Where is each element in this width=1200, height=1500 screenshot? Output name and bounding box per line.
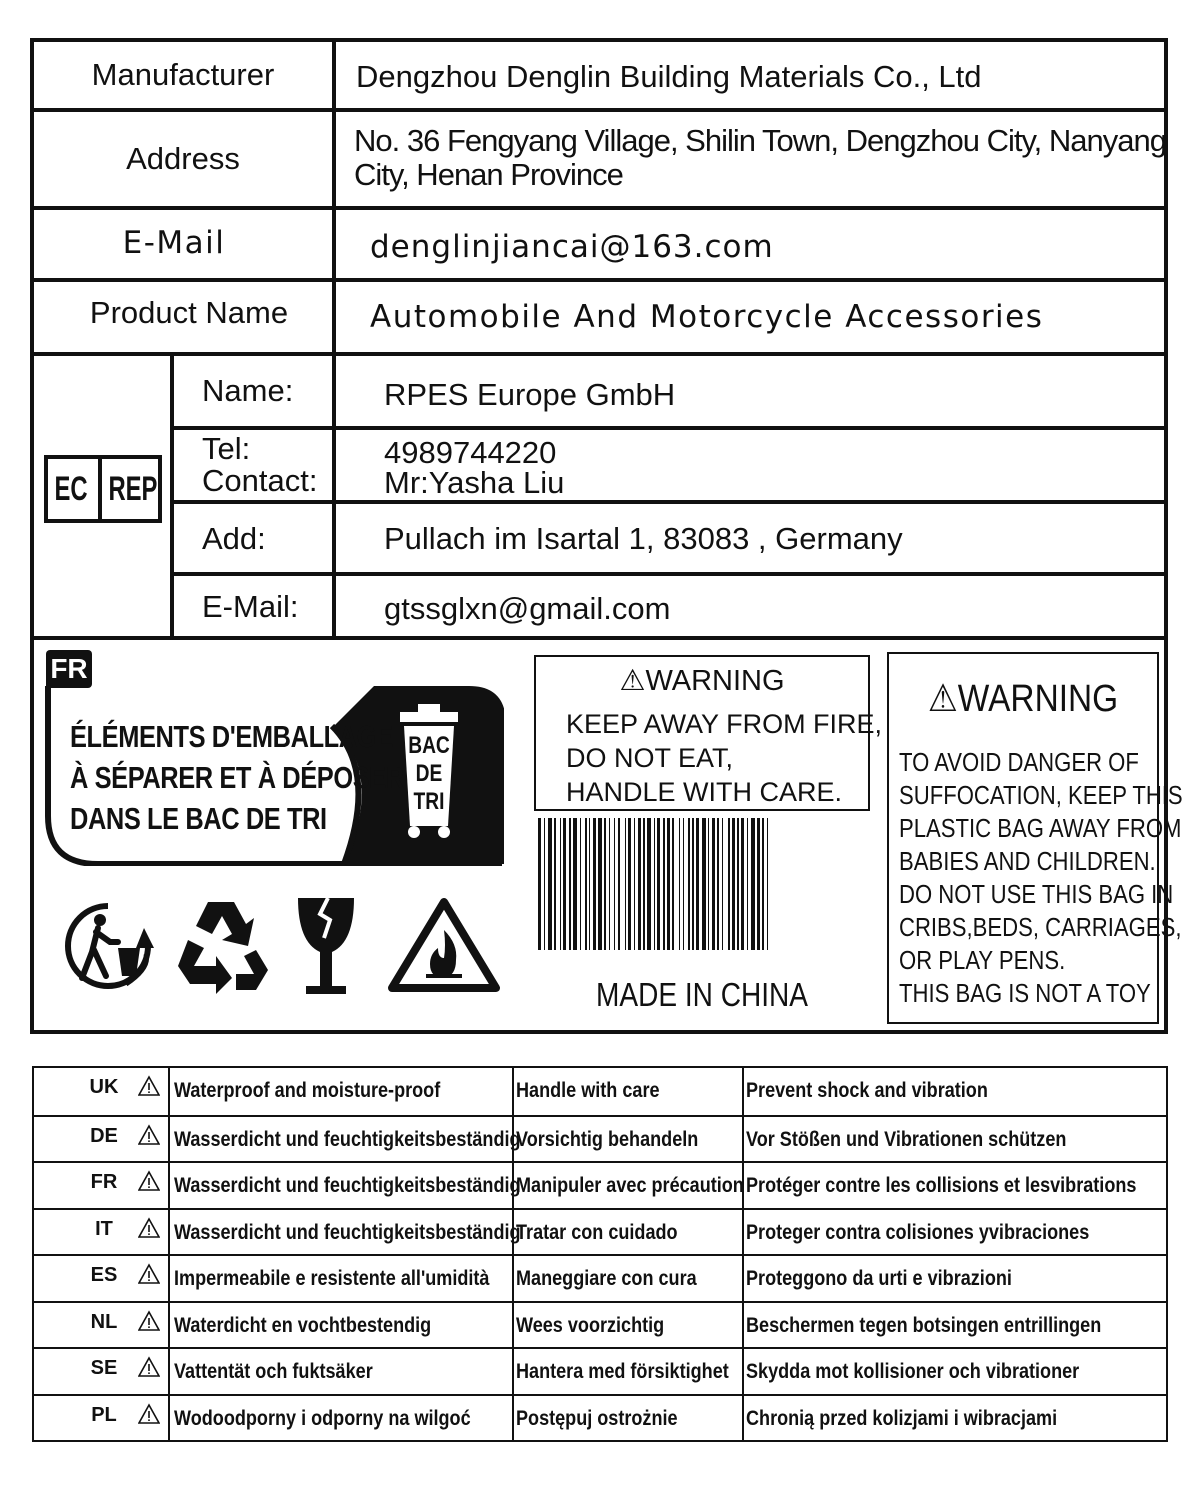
barcode (538, 818, 870, 950)
sorting-bin-icon (396, 702, 462, 842)
moisture-instruction: Waterproof and moisture-proof (174, 1079, 441, 1102)
email-value: denglinjiancai@163.com (370, 229, 774, 265)
language-code: ES (90, 1264, 118, 1286)
warning-line: DO NOT EAT, (566, 743, 734, 773)
warning-line: DO NOT USE THIS BAG IN (899, 879, 1174, 909)
address-line-2: City, Henan Province (354, 157, 623, 192)
bin-line: BAC (408, 732, 450, 759)
table-row (34, 1161, 1166, 1210)
rep-email-value: gtssglxn@gmail.com (384, 591, 671, 626)
handling-instruction: Postępuj ostrożnie (516, 1406, 678, 1430)
warning-line: KEEP AWAY FROM FIRE, (566, 709, 883, 739)
warning-line: OR PLAY PENS. (899, 945, 1066, 975)
email-label: E-Mail (122, 225, 226, 261)
vibration-instruction: Chronią przed kolizjami i wibracjami (746, 1406, 1058, 1430)
language-code: NL (90, 1310, 118, 1333)
rep-name-value: RPES Europe GmbH (384, 377, 676, 412)
moisture-instruction: Wasserdicht und feuchtigkeitsbeständig (174, 1174, 521, 1197)
divider (170, 352, 174, 636)
divider (332, 42, 336, 636)
rep-name-label: Name: (202, 373, 294, 408)
vibration-instruction: Beschermen tegen botsingen entrillingen (746, 1313, 1102, 1337)
warning-line: SUFFOCATION, KEEP THIS (899, 780, 1183, 810)
handling-instruction: Manipuler avec précaution (516, 1174, 744, 1197)
language-code: DE (90, 1124, 118, 1147)
ec-rep-mark (44, 455, 162, 523)
handling-instruction: Hantera med försiktighet (516, 1360, 729, 1383)
triman-line: ÉLÉMENTS D'EMBALLAGE (70, 719, 393, 754)
rep-tel-value: 4989744220 (384, 435, 557, 470)
handling-instruction: Tratar con cuidado (516, 1220, 678, 1244)
warning-title: ⚠WARNING (619, 665, 785, 697)
fragile-glass-icon (290, 894, 362, 998)
ec-rep-mark-ec: EC (54, 469, 88, 508)
barcode-bars (538, 818, 870, 950)
manufacturer-value: Dengzhou Denglin Building Materials Co., Ltd (356, 59, 982, 94)
bin-line: TRI (413, 788, 445, 815)
divider (34, 636, 1164, 640)
warning-triangle-icon (138, 1356, 160, 1383)
table-row (34, 1301, 1166, 1350)
vibration-instruction: Protéger contre les collisions et lesvibrations (746, 1174, 1137, 1197)
moisture-instruction: Impermeabile e resistente all'umidità (174, 1267, 490, 1290)
moisture-instruction: Vattentät och fuktsäker (174, 1360, 373, 1383)
divider (172, 500, 1164, 504)
address-label: Address (126, 141, 240, 176)
warning-line: THIS BAG IS NOT A TOY (899, 978, 1151, 1008)
language-code: PL (91, 1403, 117, 1426)
multilingual-care-table (32, 1066, 1168, 1442)
warning-line: HANDLE WITH CARE. (566, 777, 843, 807)
vibration-instruction: Proteggono da urti e vibrazioni (746, 1267, 1012, 1290)
warning-box-suffocation (887, 652, 1183, 1024)
warning-line: TO AVOID DANGER OF (899, 747, 1139, 777)
warning-triangle-icon (138, 1403, 160, 1430)
address-line-1: No. 36 Fengyang Village, Shilin Town, Dengzhou City, Nanyang (354, 123, 1166, 158)
warning-line: BABIES AND CHILDREN. (899, 846, 1156, 876)
rep-email-label: E-Mail: (202, 589, 299, 624)
rep-contact-label: Contact: (202, 463, 318, 498)
warning-triangle-icon (138, 1310, 160, 1337)
triman-line: DANS LE BAC DE TRI (70, 801, 327, 836)
language-code: IT (95, 1217, 113, 1240)
divider (172, 572, 1164, 576)
made-in-label: MADE IN CHINA (596, 976, 808, 1013)
divider (172, 426, 1164, 430)
vibration-instruction: Vor Stößen und Vibrationen schützen (746, 1127, 1067, 1151)
table-row (34, 1115, 1166, 1164)
warning-title: ⚠WARNING (927, 678, 1119, 720)
triman-instruction (70, 716, 404, 839)
ec-rep-separator (98, 459, 102, 519)
handling-instruction: Wees voorzichtig (516, 1313, 665, 1337)
table-row (34, 1254, 1166, 1303)
rep-tel-label: Tel: (202, 431, 251, 466)
table-row (34, 1347, 1166, 1396)
product-name-label: Product Name (89, 295, 289, 330)
moisture-instruction: Wasserdicht und feuchtigkeitsbeständig (174, 1127, 521, 1151)
moisture-instruction: Wodoodporny i odporny na wilgoć (174, 1406, 471, 1430)
divider (34, 352, 1164, 356)
tidyman-icon (60, 898, 156, 998)
moisture-instruction: Waterdicht en vochtbestendig (174, 1313, 432, 1337)
recycle-icon (174, 894, 270, 998)
warning-triangle-icon (138, 1170, 160, 1197)
vibration-instruction: Proteger contra colisiones yvibraciones (746, 1220, 1090, 1244)
language-code: FR (90, 1171, 118, 1193)
warning-triangle-icon (138, 1217, 160, 1244)
warning-line: CRIBS,BEDS, CARRIAGES, (899, 912, 1182, 942)
moisture-instruction: Wasserdicht und feuchtigkeitsbeständig (174, 1220, 521, 1244)
table-row (34, 1208, 1166, 1257)
warning-line: PLASTIC BAG AWAY FROM (899, 813, 1182, 843)
product-name-value: Automobile And Motorcycle Accessories (370, 299, 1044, 335)
table-row (34, 1394, 1166, 1443)
warning-triangle-icon (138, 1075, 160, 1102)
warning-triangle-icon (138, 1124, 160, 1151)
flammable-icon (386, 896, 502, 996)
warning-triangle-icon (138, 1263, 160, 1290)
handling-instruction: Maneggiare con cura (516, 1267, 697, 1290)
divider (34, 206, 1164, 210)
handling-instruction: Vorsichtig behandeln (516, 1127, 699, 1151)
fr-badge: FR (46, 650, 92, 688)
vibration-instruction: Prevent shock and vibration (746, 1079, 988, 1102)
divider (34, 108, 1164, 112)
rep-address-label: Add: (202, 521, 266, 556)
manufacturer-label: Manufacturer (91, 57, 275, 92)
bin-line: DE (415, 760, 443, 787)
triman-line: À SÉPARER ET À DÉPOSER (70, 760, 404, 795)
vibration-instruction: Skydda mot kollisioner och vibrationer (746, 1360, 1080, 1383)
rep-address-value: Pullach im Isartal 1, 83083 , Germany (384, 521, 903, 556)
ec-rep-mark-rep: REP (108, 469, 158, 508)
table-row (34, 1068, 1166, 1115)
product-label (30, 38, 1183, 1034)
warning-box-handling (534, 655, 883, 811)
language-code: SE (90, 1357, 118, 1379)
divider (34, 278, 1164, 282)
rep-contact-value: Mr:Yasha Liu (384, 465, 565, 500)
handling-instruction: Handle with care (516, 1079, 660, 1102)
language-code: UK (89, 1076, 119, 1098)
